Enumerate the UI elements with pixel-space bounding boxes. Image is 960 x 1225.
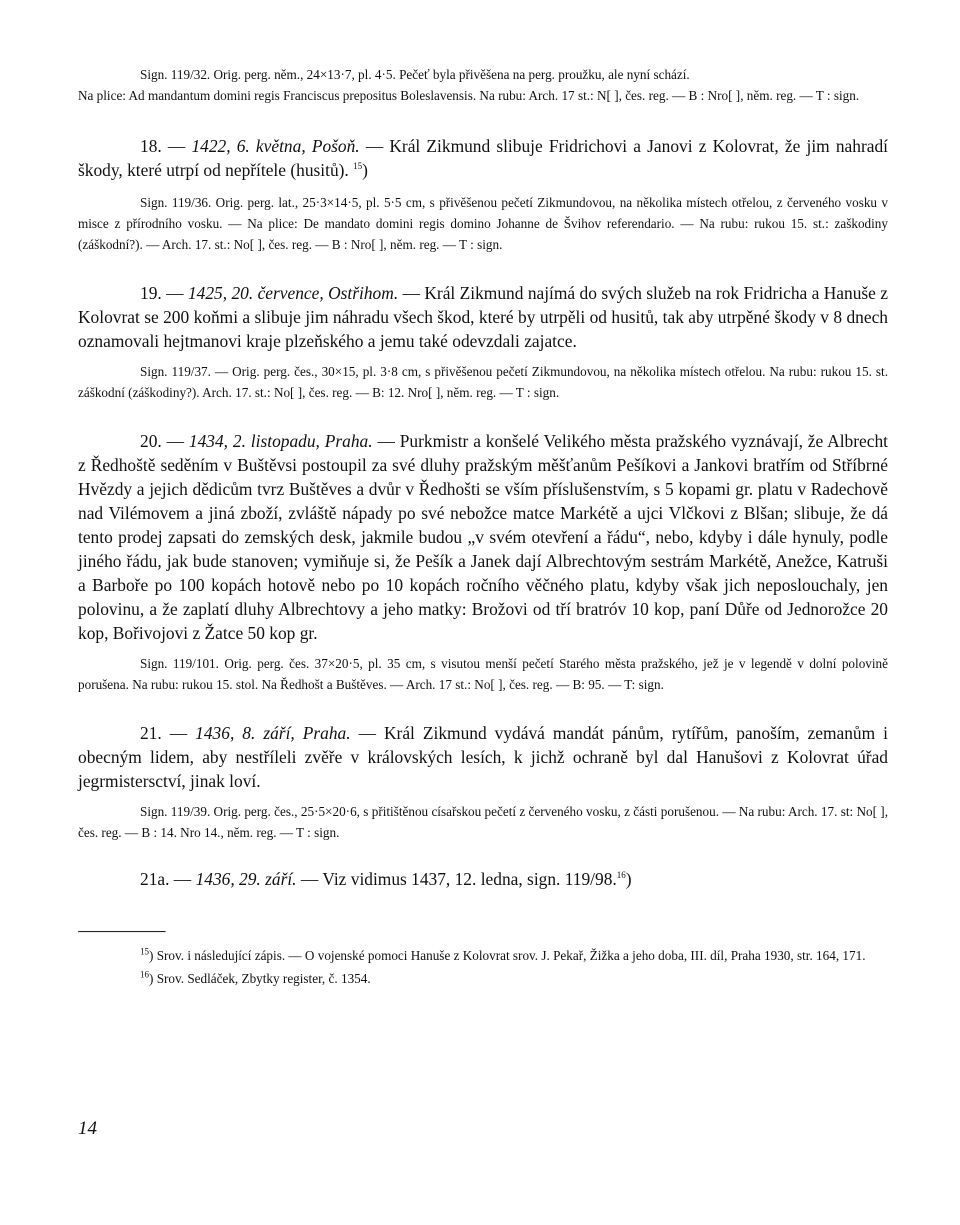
page-number: 14	[78, 1118, 97, 1139]
top-note-line-3: B : Nro[ ], něm. reg. — T : sign.	[688, 88, 860, 103]
entry-text: — Purkmistr a konšelé Velikého města pražského vyznávají, že Albrecht z Ředhoště seděním v Buštěvsi postoupil za své dluhy pražským měšťanům Pešíkovi a Jankovi bratřím od Stříbrné Hvězdy a jejich dědicům tvrz Buštěves a dvůr v Ředhošti se vším příslušenstvím, s 5 kopami gr. platu v Radechově nad Vilémovem a jiná zboží, zvláště nápady po své nebožce matce Markétě a ujci Vlčkovi z Blšan; slibuje, že dá tento prodej zapsati do zemských desk, jakmile budou „v svém otevření a řádu“, nebo, kdyby i dále hynuly, podle jiného řádu, jak bude stanoven; vymiňuje si, že Pešík a Janek dají Albrechtovým sestrám Markétě, Anežce, Katruši a Barboře po 100 kopách hotově nebo po 10 kopách ročního věčného platu, kdyby však jich neposlouchaly, jen polovinu, a že zaplatí dluhy Albrechtovy a jeho matky: Brožovi od tří bratróv 10 kop, paní Důře od Jednorožce 20 kop, Bořivojovi z Žatce 50 kop gr.	[78, 431, 888, 643]
footnote-16	[78, 968, 888, 989]
entry-21	[78, 721, 888, 843]
entry-number: 18. —	[140, 136, 186, 156]
top-note	[78, 64, 888, 106]
entry-number: 21a. —	[140, 869, 192, 889]
entry-date: 1422, 6. května, Pošoň.	[191, 136, 360, 156]
entry-number: 21. —	[140, 723, 188, 743]
entry-signature: Sign. 119/101. Orig. perg. čes. 37×20·5, pl. 35 cm, s visutou menší pečetí Starého města pražského, jež je v legendě v dolní polovině porušena. Na rubu: rukou 15. stol. Na Ředhošt a Buštěves. — Arch. 17 st.: No[ ], čes. reg. — B: 95. — T: sign.	[78, 656, 888, 692]
entry-19	[78, 281, 888, 403]
entry-text: — Král Zikmund slibuje Fridrichovi a Janovi z Kolovrat, že jim nahradí škody, které utrpí od nepřítele (husitů).	[78, 136, 888, 180]
footnote-mark: 16	[140, 969, 149, 980]
page-body	[78, 64, 888, 989]
entry-text: — Král Zikmund najímá do svých služeb na rok Fridricha a Hanuše z Kolovrat se 200 koňmi a slibuje jim náhradu všech škod, které by utrpěli od husitů, tak aby utrpěné škody v 8 dnech oznamovali hejtmanovi kraje plzeňského a jemu také odevzdali zajatce.	[78, 283, 889, 351]
footnote-ref[interactable]: 15	[353, 161, 363, 172]
entry-date: 1425, 20. července, Ostřihom.	[187, 283, 399, 303]
footnote-ref[interactable]: 16	[616, 870, 626, 881]
entry-date: 1434, 2. listopadu, Praha.	[188, 431, 373, 451]
entry-20	[78, 429, 888, 695]
top-note-line-2: Na plice: Ad mandantum domini regis Franciscus prepositus Boleslavensis. Na rubu: Arch. 17 st.: N[ ], čes. reg. —	[78, 88, 686, 103]
footnote-text: ) Srov. Sedláček, Zbytky register, č. 1354.	[149, 971, 371, 986]
footnote-ref-close: )	[625, 869, 632, 889]
footnote-15	[78, 945, 888, 966]
entry-number: 20. —	[140, 431, 185, 451]
entry-signature: Sign. 119/37. — Orig. perg. čes., 30×15, pl. 3·8 cm, s přivěšenou pečetí Zikmundovou, na několika místech otřelou. Na rubu: rukou 15. st. záškodní (záškodiny?). Arch. 17. st.: No[ ], čes. reg. — B: 12. Nro[ ], něm. reg. — T : sign.	[78, 364, 888, 400]
entry-signature: Sign. 119/39. Orig. perg. čes., 25·5×20·6, s přitištěnou císařskou pečetí z červeného vosku, z části porušenou. — Na rubu: Arch. 17. st: No[ ], čes. reg. — B : 14. Nro 14., něm. reg. — T : sign.	[78, 804, 888, 840]
entry-text: — Král Zikmund vydává mandát pánům, rytířům, panoším, zemanům i obecným lidem, aby nestříleli zvěře v královských lesích, k jichž ochraně byl dal Hanušovi z Kolovrat úřad jegrmistersctví, jinak loví.	[78, 723, 888, 791]
entry-number: 19. —	[140, 283, 184, 303]
footnote-text: ) Srov. i následující zápis. — O vojenské pomoci Hanuše z Kolovrat srov. J. Pekař, Žižka a jeho doba, III. díl, Praha 1930, str. 164, 171.	[149, 948, 866, 963]
entry-date: 1436, 29. září.	[195, 869, 297, 889]
entry-18	[78, 134, 888, 255]
entry-signature: Sign. 119/36. Orig. perg. lat., 25·3×14·5, pl. 5·5 cm, s přivěšenou pečetí Zikmundovou, na několika místech otřelou, z červeného vosku v misce z přírodního vosku. — Na plice: De mandato domini regis domino Johanne de Švihov referendario. — Na rubu: rukou 15. st.: zaškodiny (záškodní?). — Arch. 17. st.: No[ ], čes. reg. — B : Nro[ ], něm. reg. — T : sign.	[78, 195, 888, 252]
footnote-mark: 15	[140, 946, 149, 957]
entry-21a	[78, 867, 888, 891]
footnote-divider	[78, 931, 166, 933]
entry-date: 1436, 8. září, Praha.	[195, 723, 351, 743]
footnotes	[78, 945, 888, 989]
top-note-line-1: Sign. 119/32. Orig. perg. něm., 24×13·7, pl. 4·5. Pečeť byla přivěšena na perg. proužku, ale nyní schází.	[140, 67, 690, 82]
entry-text: — Viz vidimus 1437, 12. ledna, sign. 119/98.	[300, 869, 617, 889]
footnote-ref-close: )	[362, 160, 368, 180]
